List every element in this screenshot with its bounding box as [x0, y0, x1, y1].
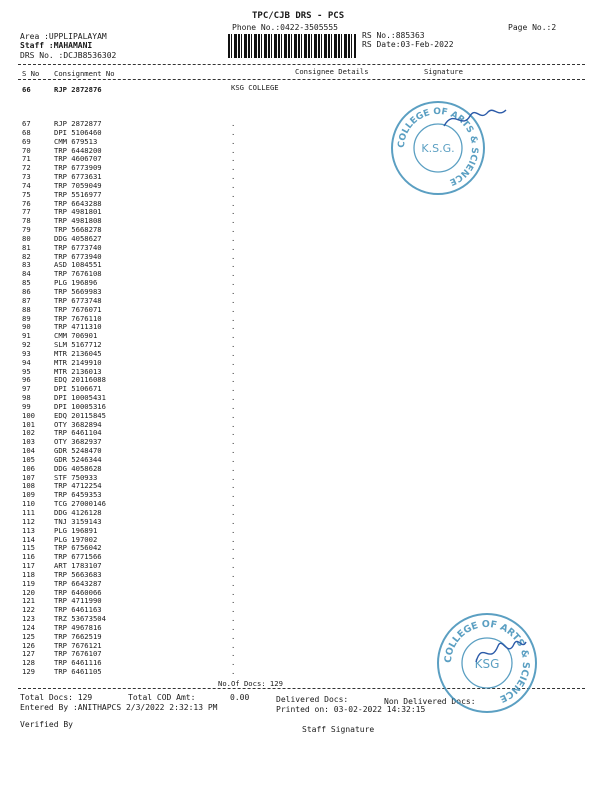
row-consignment-no: DPI 5106460	[54, 127, 102, 137]
row-marker: .	[231, 216, 236, 226]
consignment-row	[0, 243, 600, 251]
row-sno: 93	[22, 348, 31, 358]
row-consignment-no: TRP 6459353	[54, 490, 102, 500]
consignment-row	[0, 446, 600, 454]
row-consignment-no: MTR 2136013	[54, 366, 102, 376]
consignment-row	[0, 305, 600, 313]
consignment-row	[0, 508, 600, 516]
row-marker: .	[231, 295, 236, 305]
row-consignment-no: TRP 4711310	[54, 322, 102, 332]
row-marker: .	[231, 569, 236, 579]
row-consignment-no: TRP 7662519	[54, 631, 102, 641]
row-sno: 117	[22, 561, 35, 570]
row-marker: .	[231, 614, 236, 623]
row-sno: 85	[22, 278, 31, 288]
row-consignment-no: TRP 6773940	[54, 251, 102, 261]
consignment-row	[0, 154, 600, 162]
row-sno: 68	[22, 127, 31, 137]
row-marker: .	[231, 366, 236, 376]
consignment-row	[0, 207, 600, 215]
row-consignment-no: TCG 27000146	[54, 499, 106, 509]
row-marker: .	[231, 304, 236, 314]
row-sno: 90	[22, 322, 31, 332]
row-sno: 128	[22, 658, 35, 668]
row-sno: 111	[22, 508, 35, 517]
consignment-row	[0, 190, 600, 198]
row-marker: .	[231, 189, 236, 199]
row-marker: .	[231, 393, 236, 402]
row-consignment-no: PLG 196896	[54, 278, 98, 288]
stamp-bottom-ring-text: COLLEGE OF ARTS & SCIENCE	[442, 618, 532, 705]
consignment-row	[0, 375, 600, 383]
row-marker: .	[231, 490, 236, 500]
consignment-row	[0, 287, 600, 295]
total-cod-label: Total COD Amt:	[128, 693, 196, 702]
row-consignment-no: CMM 679513	[54, 136, 98, 146]
row-marker: .	[231, 516, 236, 526]
row-consignment-no: TRP 4711990	[54, 596, 102, 606]
row-consignment-no: TRP 7676107	[54, 649, 102, 659]
row-consignment-no: TRP 6773748	[54, 295, 102, 305]
report-title: TPC/CJB DRS - PCS	[252, 11, 345, 21]
row-marker: .	[231, 154, 236, 164]
row-sno: 78	[22, 216, 31, 226]
row-consignment-no: STF 750933	[54, 472, 98, 482]
row-marker: .	[231, 649, 236, 659]
row-consignment-no: MTR 2149910	[54, 357, 102, 367]
row-marker: .	[231, 172, 236, 181]
consignment-row	[0, 393, 600, 401]
row-marker: .	[231, 622, 236, 632]
row-marker: .	[231, 119, 236, 128]
row-marker: .	[231, 472, 236, 482]
row-marker: .	[231, 463, 236, 473]
stamp-top-ring-text: COLLEGE OF ARTS & SCIENCE	[396, 106, 480, 187]
consignment-row	[0, 570, 600, 578]
consignment-row	[0, 358, 600, 366]
row-consignment-no: TRP 4967816	[54, 622, 102, 632]
row-consignment-no: TRP 7676110	[54, 313, 102, 323]
row-marker: .	[231, 605, 236, 615]
entered-by: Entered By :ANITHAPCS 2/3/2022 2:32:13 PM	[20, 703, 218, 712]
row-marker: .	[231, 561, 236, 570]
header-divider-bottom	[18, 79, 585, 80]
consignment-row	[0, 543, 600, 551]
consignment-row	[0, 234, 600, 242]
row-sno: 100	[22, 410, 35, 420]
row-sno: 103	[22, 437, 35, 447]
consignment-row	[0, 216, 600, 224]
row-sno: 69	[22, 136, 31, 146]
row-sno: 67	[22, 119, 31, 128]
row-consignment-no: TRP 6461104	[54, 428, 102, 438]
row-marker: .	[231, 631, 236, 641]
consignment-row	[0, 428, 600, 436]
consignment-row	[0, 314, 600, 322]
row-sno: 108	[22, 481, 35, 491]
row-marker: .	[231, 340, 236, 349]
row-consignment-no: TRP 4712254	[54, 481, 102, 491]
row-consignment-no: TRP 6448200	[54, 145, 102, 155]
consignment-row	[0, 411, 600, 419]
row-marker: .	[231, 242, 236, 252]
row-consignment-no: TRP 4606707	[54, 154, 102, 164]
consignment-row	[0, 225, 600, 233]
row-marker: .	[231, 180, 236, 190]
row-marker: .	[231, 331, 236, 341]
row-marker: .	[231, 145, 236, 155]
row-marker: .	[231, 419, 236, 429]
row-marker: .	[231, 207, 236, 217]
consignment-row	[0, 526, 600, 534]
no-of-docs: No.Of Docs: 129	[218, 679, 283, 688]
consignment-row	[0, 552, 600, 560]
row-marker: .	[231, 401, 236, 411]
stamp-bottom-initials: KSG	[474, 657, 500, 671]
consignment-row	[0, 340, 600, 348]
row-sno: 121	[22, 596, 35, 606]
row-sno: 120	[22, 587, 35, 597]
row-sno: 91	[22, 331, 31, 341]
row-sno: 74	[22, 180, 31, 190]
row-consignment-no: TRP 4981801	[54, 207, 102, 217]
row-marker: .	[231, 163, 236, 173]
consignment-row	[0, 172, 600, 180]
consignment-row	[0, 579, 600, 587]
row-consignment-no: PLG 197002	[54, 534, 98, 544]
consignment-row	[0, 473, 600, 481]
row-consignment-no: OTY 3682937	[54, 437, 102, 447]
consignment-row	[0, 296, 600, 304]
consignment-row	[0, 455, 600, 463]
row-marker: .	[231, 375, 236, 385]
row-sno: 72	[22, 163, 31, 173]
row-consignment-no: TRP 6461163	[54, 605, 102, 615]
consignment-row	[0, 260, 600, 268]
column-sno: S No	[22, 69, 40, 78]
row-marker: .	[231, 313, 236, 323]
row-consignment-no: SLM 5167712	[54, 340, 102, 349]
row-marker: .	[231, 578, 236, 588]
consignment-row	[0, 199, 600, 207]
row-sno: 129	[22, 667, 35, 677]
row-consignment-no: TRP 6460066	[54, 587, 102, 597]
consignment-row	[0, 278, 600, 286]
consignment-row	[0, 119, 600, 127]
row-sno: 123	[22, 614, 35, 623]
row-marker: .	[231, 269, 236, 279]
column-signature: Signature	[424, 67, 463, 76]
row-sno: 98	[22, 393, 31, 402]
consignment-row	[0, 128, 600, 136]
row-marker: .	[231, 198, 236, 208]
row-consignment-no: CMM 706901	[54, 331, 98, 341]
row-consignment-no: TRP 7676121	[54, 640, 102, 650]
row-sno: 76	[22, 198, 31, 208]
row-sno: 95	[22, 366, 31, 376]
row-sno: 104	[22, 446, 35, 456]
consignment-row	[0, 137, 600, 145]
column-consignment: Consignment No	[54, 69, 115, 78]
row-sno: 84	[22, 269, 31, 279]
consignment-row	[0, 269, 600, 277]
row-sno: 71	[22, 154, 31, 164]
row-sno: 115	[22, 543, 35, 553]
consignment-row	[0, 481, 600, 489]
row-sno: 110	[22, 499, 35, 509]
phone-number: Phone No.:0422-3505555	[232, 23, 338, 32]
row-sno: 106	[22, 463, 35, 473]
rs-number: RS No.:885363	[362, 31, 425, 40]
row-consignment-no: TRP 5516977	[54, 189, 102, 199]
row-sno: 79	[22, 225, 31, 235]
consignment-row	[0, 588, 600, 596]
row-sno: 125	[22, 631, 35, 641]
area-label: Area :UPPLIPALAYAM	[20, 32, 107, 41]
verified-by: Verified By	[20, 720, 73, 729]
row-consignment-no: TRP 6773631	[54, 172, 102, 181]
row-consignment-no: TRP 6461116	[54, 658, 102, 668]
row-consignment-no: TRZ 53673504	[54, 614, 106, 623]
row-sno: 81	[22, 242, 31, 252]
row-consignment-no: DPI 5106671	[54, 384, 102, 394]
consignment-row	[0, 384, 600, 392]
row-consignment-no: ASD 1084551	[54, 260, 102, 270]
consignment-row	[0, 322, 600, 330]
row-sno: 118	[22, 569, 35, 579]
row-sno: 94	[22, 357, 31, 367]
row-consignment-no: DDG 4058628	[54, 463, 102, 473]
row-marker: .	[231, 136, 236, 146]
row-consignment-no: DPI 10005316	[54, 401, 106, 411]
row-sno: 114	[22, 534, 35, 544]
delivered-docs: Delivered Docs:	[276, 695, 349, 704]
row-marker: .	[231, 357, 236, 367]
row-consignment-no: GDR 5246344	[54, 454, 102, 464]
row-marker: .	[231, 278, 236, 288]
consignment-row	[0, 535, 600, 543]
row-marker: .	[231, 658, 236, 668]
row-sno: 97	[22, 384, 31, 394]
row-consignment-no: TRP 6643288	[54, 198, 102, 208]
row-consignment-no: ART 1783107	[54, 561, 102, 570]
consignment-row	[0, 517, 600, 525]
row-marker: .	[231, 428, 236, 438]
row-sno: 107	[22, 472, 35, 482]
barcode	[228, 34, 356, 58]
row-sno: 112	[22, 516, 35, 526]
header-divider-top	[18, 64, 585, 65]
printed-on: Printed on: 03-02-2022 14:32:15	[276, 705, 426, 714]
total-docs: Total Docs: 129	[20, 693, 93, 702]
row-marker: .	[231, 499, 236, 509]
row-consignment-no: MTR 2136045	[54, 348, 102, 358]
consignment-row	[0, 402, 600, 410]
consignment-row	[0, 596, 600, 604]
row-sno: 105	[22, 454, 35, 464]
row-marker: .	[231, 410, 236, 420]
row-sno: 83	[22, 260, 31, 270]
row-consignment-no: TRP 5668278	[54, 225, 102, 235]
row-sno: 119	[22, 578, 35, 588]
row-consignment-no: PLG 196891	[54, 525, 98, 535]
row-consignment-no: DDG 4126128	[54, 508, 102, 517]
consignment-row	[0, 490, 600, 498]
stamp-top-initials: K.S.G.	[421, 142, 455, 155]
consignment-row	[0, 499, 600, 507]
row-sno: 70	[22, 145, 31, 155]
signature-scribble-bottom	[470, 632, 530, 672]
row-marker: .	[231, 552, 236, 562]
row-marker: .	[231, 640, 236, 650]
row-marker: .	[231, 667, 236, 677]
row-consignment-no: TRP 4981808	[54, 216, 102, 226]
row-sno: 124	[22, 622, 35, 632]
row-consignment-no: RJP 2872877	[54, 119, 102, 128]
row-sno: 82	[22, 251, 31, 261]
row-sno: 116	[22, 552, 35, 562]
row-sno: 101	[22, 419, 35, 429]
row-sno: 75	[22, 189, 31, 199]
row-marker: .	[231, 251, 236, 261]
row-marker: .	[231, 587, 236, 597]
row-sno: 96	[22, 375, 31, 385]
row-sno: 77	[22, 207, 31, 217]
consignment-row	[0, 561, 600, 569]
consignment-row	[0, 181, 600, 189]
row-consignment-no: TRP 6773909	[54, 163, 102, 173]
row-consignment-no: TRP 7059049	[54, 180, 102, 190]
row-sno: 127	[22, 649, 35, 659]
row-consignment-no: GDR 5248470	[54, 446, 102, 456]
row-marker: .	[231, 481, 236, 491]
row-consignment-no: TRP 6771566	[54, 552, 102, 562]
row-marker: .	[231, 446, 236, 456]
row-consignment-no: TRP 7676108	[54, 269, 102, 279]
row-marker: .	[231, 287, 236, 296]
consignment-row	[0, 420, 600, 428]
signature-scribble-top	[440, 104, 510, 134]
row-sno: 99	[22, 401, 31, 411]
row-marker: .	[231, 543, 236, 553]
row-sno: 87	[22, 295, 31, 305]
row-consignment-no: TRP 6773740	[54, 242, 102, 252]
total-cod-value: 0.00	[230, 693, 250, 702]
row-marker: .	[231, 384, 236, 394]
row-marker: .	[231, 322, 236, 332]
consignment-row	[0, 367, 600, 375]
staff-signature: Staff Signature	[302, 725, 375, 734]
row-consignment-no: OTY 3682894	[54, 419, 102, 429]
row-consignment-no: TRP 7676071	[54, 304, 102, 314]
row-consignment-no: TRP 6643287	[54, 578, 102, 588]
row-consignment-no: TRP 5669983	[54, 287, 102, 296]
row-sno: 92	[22, 340, 31, 349]
consignment-row	[0, 252, 600, 260]
row-consignment-no: EDQ 20116088	[54, 375, 106, 385]
row-sno: 126	[22, 640, 35, 650]
first-row-sno: 66	[22, 85, 31, 94]
page-number: Page No.:2	[508, 23, 557, 32]
consignment-row	[0, 331, 600, 339]
row-consignment-no: TRP 5663683	[54, 569, 102, 579]
row-sno: 89	[22, 313, 31, 323]
row-sno: 113	[22, 525, 35, 535]
rs-date: RS Date:03-Feb-2022	[362, 40, 454, 49]
consignment-row	[0, 146, 600, 154]
first-row-consignee: KSG COLLEGE	[231, 83, 279, 92]
row-consignment-no: TRP 6756042	[54, 543, 102, 553]
consignment-row	[0, 464, 600, 472]
row-sno: 80	[22, 233, 31, 243]
row-marker: .	[231, 525, 236, 535]
row-marker: .	[231, 534, 236, 544]
column-consignee: Consignee Details	[295, 67, 369, 76]
row-marker: .	[231, 127, 236, 137]
row-sno: 122	[22, 605, 35, 615]
row-sno: 109	[22, 490, 35, 500]
row-marker: .	[231, 508, 236, 517]
row-consignment-no: TRP 6461105	[54, 667, 102, 677]
staff-label: Staff :MAHAMANI	[20, 41, 93, 50]
row-consignment-no: TNJ 3159143	[54, 516, 102, 526]
drs-number: DRS No. :DCJB8536302	[20, 51, 117, 60]
row-marker: .	[231, 454, 236, 464]
row-marker: .	[231, 233, 236, 243]
row-consignment-no: EDQ 20115845	[54, 410, 106, 420]
row-marker: .	[231, 225, 236, 235]
consignment-row	[0, 163, 600, 171]
consignment-row	[0, 437, 600, 445]
row-sno: 88	[22, 304, 31, 314]
row-sno: 86	[22, 287, 31, 296]
non-delivered-docs: Non Delivered Docs:	[384, 697, 476, 706]
consignment-row	[0, 349, 600, 357]
row-sno: 73	[22, 172, 31, 181]
row-marker: .	[231, 348, 236, 358]
row-consignment-no: DPI 10005431	[54, 393, 106, 402]
row-consignment-no: DDG 4058627	[54, 233, 102, 243]
row-marker: .	[231, 596, 236, 606]
row-sno: 102	[22, 428, 35, 438]
row-marker: .	[231, 437, 236, 447]
row-marker: .	[231, 260, 236, 270]
first-row-consignment: RJP 2872876	[54, 85, 102, 94]
